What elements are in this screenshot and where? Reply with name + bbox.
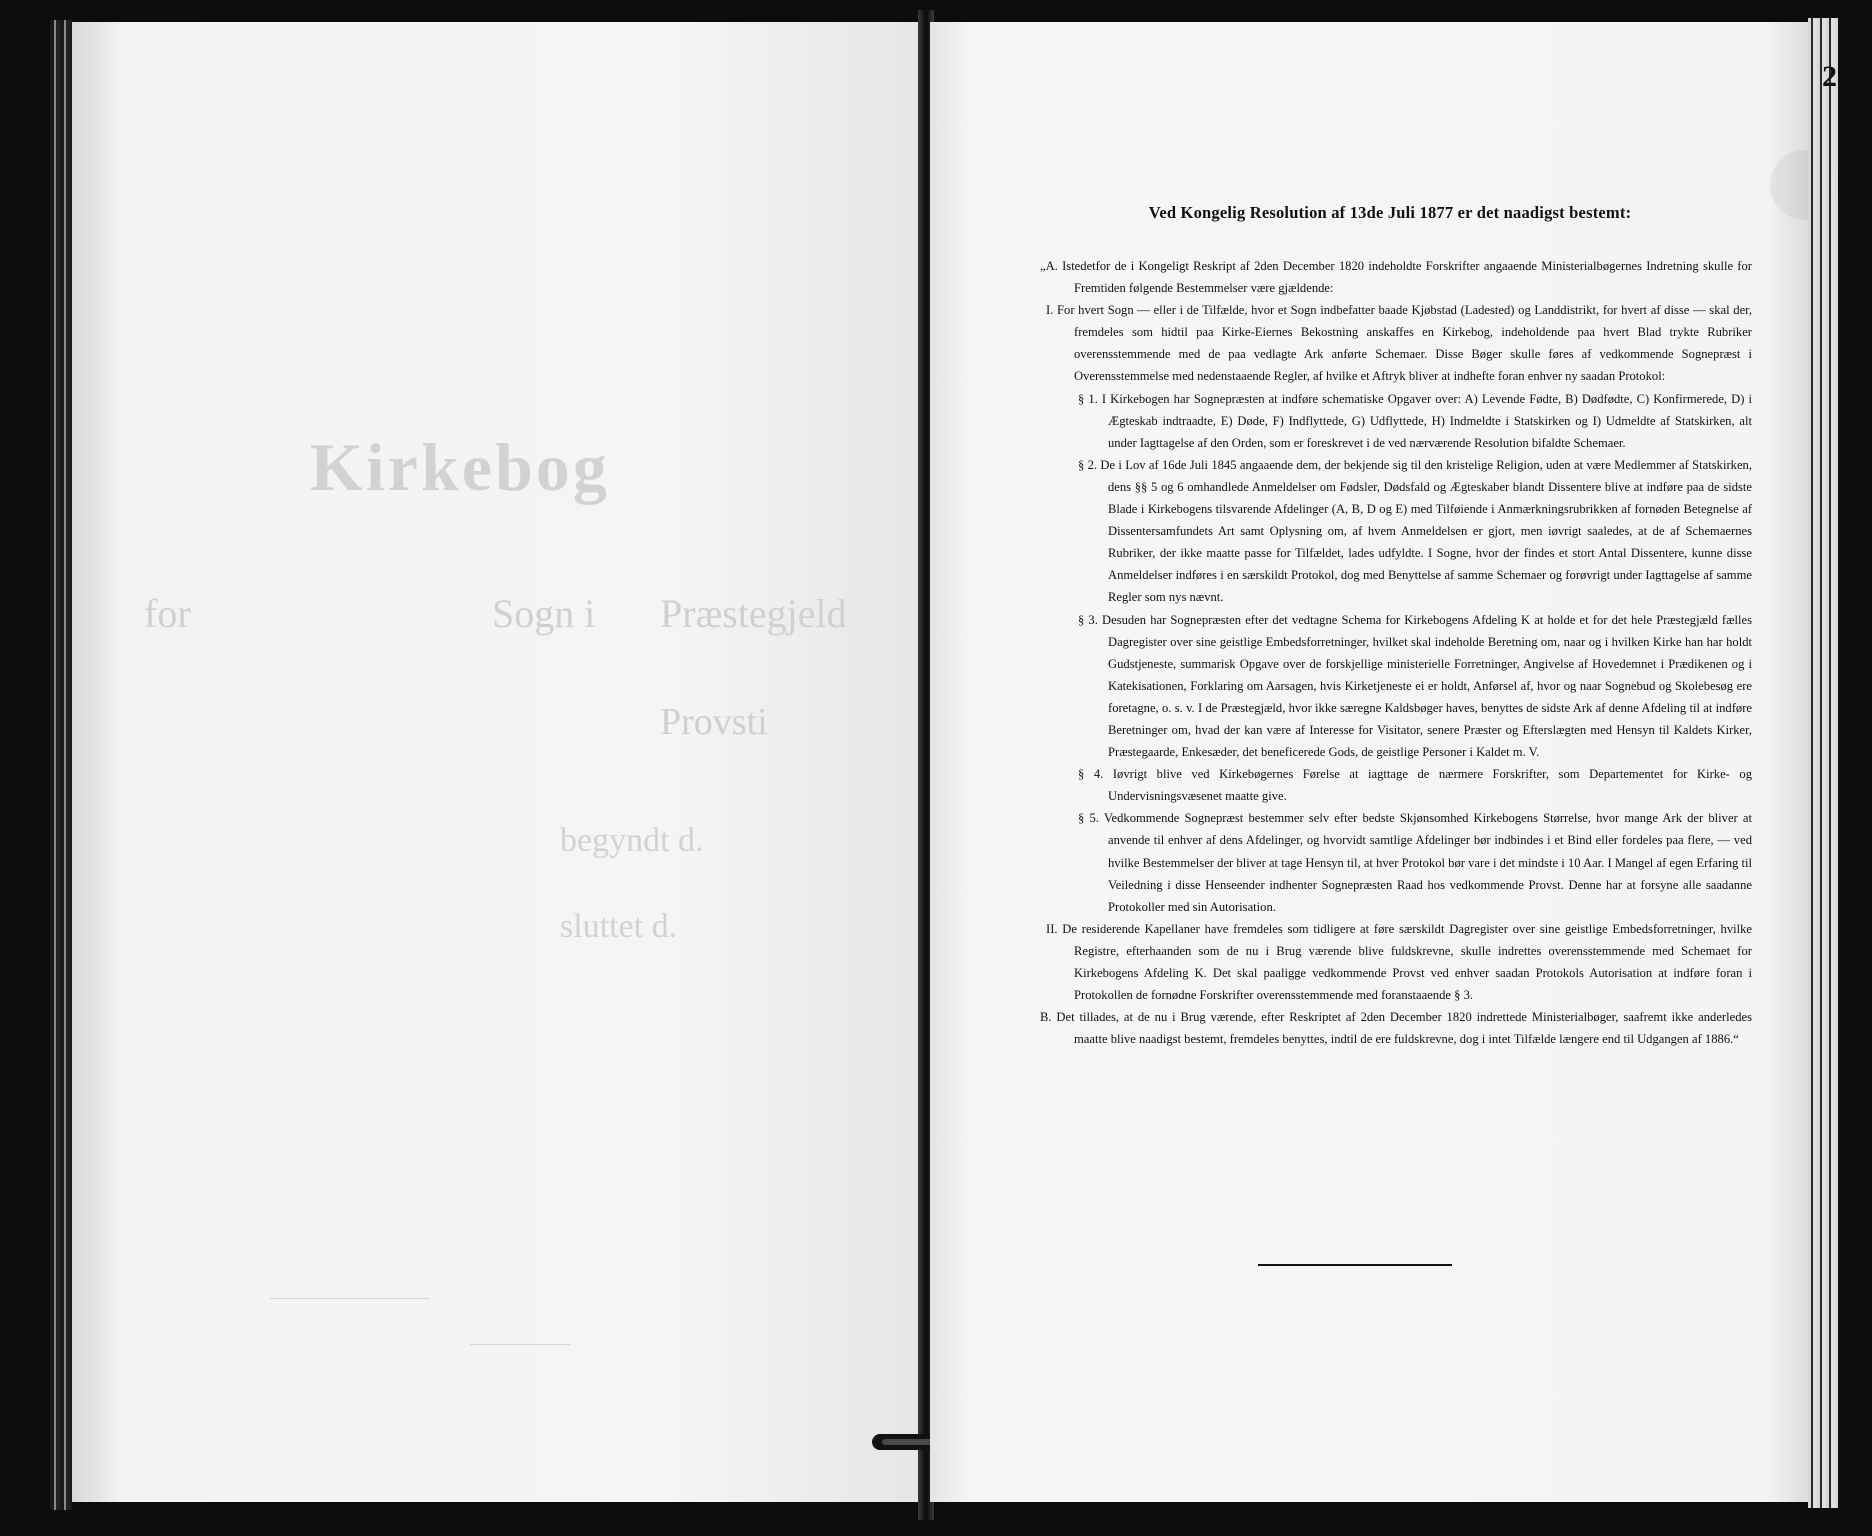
section-2: § 2. De i Lov af 16de Juli 1845 angaaende dem, der bekjende sig til den kristelige Religion, uden at være Medlemmer af Statskirken, dens §§ 5 og 6 omhandlede Anmeldelser om Fødsler, Dødsfald og Ægteskaber blandt Dissentere blive at indføre paa de sidste Blade i Kirkebogens tilsvarende Afdelinger (A, B, D og E) med Tilføiende i Anmærkningsrubrikken af fornøden Betegnelse af Dissentersamfundets Art samt Oplysning om, af hvem Anmeldelsen er gjort, men iøvrigt saaledes, at de af Schemaernes Rubriker, der ikke maatte passe for Tilfældet, lades udfyldte. I Sogne, hvor der findes et stort Antal Dissentere, kunne disse Anmeldelser indføres i en særskildt Protokol, dog med Benyttelse af samme Schemaer og forøvrigt under Iagttagelse af samme Regler som nys nævnt. xyxy=(1078,457,1752,605)
paragraph-B: B. Det tillades, at de nu i Brug værende, efter Reskriptet af 2den December 1820 indrettede Ministerialbøger, saafremt ikke anderledes maatte blive naadigst bestemt, fremdeles benyttes, indtil de ere fuldskrevne, dog i intet Tilfælde længere end til Udgangen af 1886.“ xyxy=(1040,1010,1752,1047)
faint-rule xyxy=(270,1298,430,1299)
left-page-edge xyxy=(50,20,72,1510)
page-number: 2 xyxy=(1822,60,1837,93)
resolution-heading: Ved Kongelig Resolution af 13de Juli 1877 er det naadigst bestemt: xyxy=(1148,203,1632,222)
resolution-body xyxy=(1040,255,1752,1050)
faded-begyndt-label: begyndt d. xyxy=(560,822,704,859)
section-3: § 3. Desuden har Sognepræsten efter det vedtagne Schema for Kirkebogens Afdeling K at holde et for det hele Præstegjæld fælles Dagregister over sine geistlige Embedsforretninger, hvilket skal indeholde Beretning om, naar og i hvilken Kirke han har holdt Gudstjeneste, summarisk Opgave over de forskjellige ministerielle Forretninger, Angivelse af Hovedemnet i Prædikenen og i Katekisationen, Forklaring om Aarsagen, hvis Kirketjeneste ei er holdt, Anførsel af, hvor og naar Sognebud og Skolebesøg ere foretagne, o. s. v. I de Præstegjæld, hvor ikke særegne Kaldsbøger haves, benyttes de sidste Ark af denne Afdeling til at indføre Beretninger om, hvad der kan være af Interesse for Visitator, senere Præster og Efterslægten med Hensyn til Kaldets Kirker, Præstegaarde, Enkesæder, det beneficerede Gods, de geistlige Personer i Kaldet m. V. xyxy=(1078,612,1752,760)
faded-prestegjeld-label: Præstegjeld xyxy=(660,591,847,636)
faded-for-label: for xyxy=(144,591,191,636)
right-page-edge xyxy=(1808,18,1838,1508)
left-page xyxy=(72,22,922,1502)
section-1: § 1. I Kirkebogen har Sognepræsten at indføre schematiske Opgaver over: A) Levende Fødte, B) Dødfødte, C) Konfirmerede, D) i Ægteskab indtraadte, E) Døde, F) Indflyttede, G) Udflyttede, H) Indmeldte i Statskirken og I) Udmeldte af Statskirken, alt under Iagttagelse af den Orden, som er foreskrevet i de ved nærværende Resolution bifaldte Schemaer. xyxy=(1078,391,1752,450)
closing-rule xyxy=(1258,1264,1452,1266)
faded-title: Kirkebog xyxy=(310,429,610,505)
paragraph-II: II. De residerende Kapellaner have fremdeles som tidligere at føre særskildt Dagregister over sine geistlige Embedsforretninger, hvilke Registre, efterhaanden som de nu i Brug værende blive fuldskrevne, skulle indrettes overensstemmende med Schemaet for Kirkebogens Afdeling K. Det skal paaligge vedkommende Provst ved enhver saadan Protokols Autorisation at indføre foran i Protokollen de fornødne Forskrifter overensstemmende med foranstaaende § 3. xyxy=(1046,921,1752,1003)
paragraph-A: „A. Istedetfor de i Kongeligt Reskript af 2den December 1820 indeholdte Forskrifter angaaende Ministerialbøgernes Indretning skulle for Fremtiden følgende Bestemmelser være gjældende: xyxy=(1040,259,1752,296)
section-5: § 5. Vedkommende Sognepræst bestemmer selv efter bedste Skjønsomhed Kirkebogens Størrelse, hvor mange Ark der bliver at anvende til enhver af dens Afdelinger, og hvorvidt samtlige Afdelinger bør indbindes i et Bind eller fordeles paa flere, — ved hvilke Bestemmelser der bliver at tage Hensyn til, at hver Protokol bør vare i det mindste i 10 Aar. I Mangel af egen Erfaring til Veiledning i disse Henseender indhenter Sognepræsten Raad hos vedkommende Provst. Denne har at forsyne alle saadanne Protokoller med sin Autorisation. xyxy=(1078,811,1752,914)
section-4: § 4. Iøvrigt blive ved Kirkebøgernes Førelse at iagttage de nærmere Forskrifter, som Departementet for Kirke- og Undervisningsvæsenet maatte give. xyxy=(1078,767,1752,804)
faded-sluttet-label: sluttet d. xyxy=(560,908,678,945)
faded-provsti-label: Provsti xyxy=(660,701,768,743)
paragraph-I: I. For hvert Sogn — eller i de Tilfælde, hvor et Sogn indbefatter baade Kjøbstad (Ladested) og Landdistrikt, for hvert af disse — skal der, fremdeles som hidtil paa Kirke-Eiernes Bekostning anskaffes en Kirkebog, indeholdende paa hvert Blad trykte Rubriker overensstemmende med de paa vedlagte Ark anførte Schemaer. Disse Bøger skulle føres af vedkommende Sognepræst i Overensstemmelse med nedenstaaende Regler, af hvilke et Aftryk bliver at indhefte foran enhver ny saadan Protokol: xyxy=(1046,303,1752,384)
faded-sogn-label: Sogn i xyxy=(492,591,596,636)
faint-rule xyxy=(470,1344,570,1345)
